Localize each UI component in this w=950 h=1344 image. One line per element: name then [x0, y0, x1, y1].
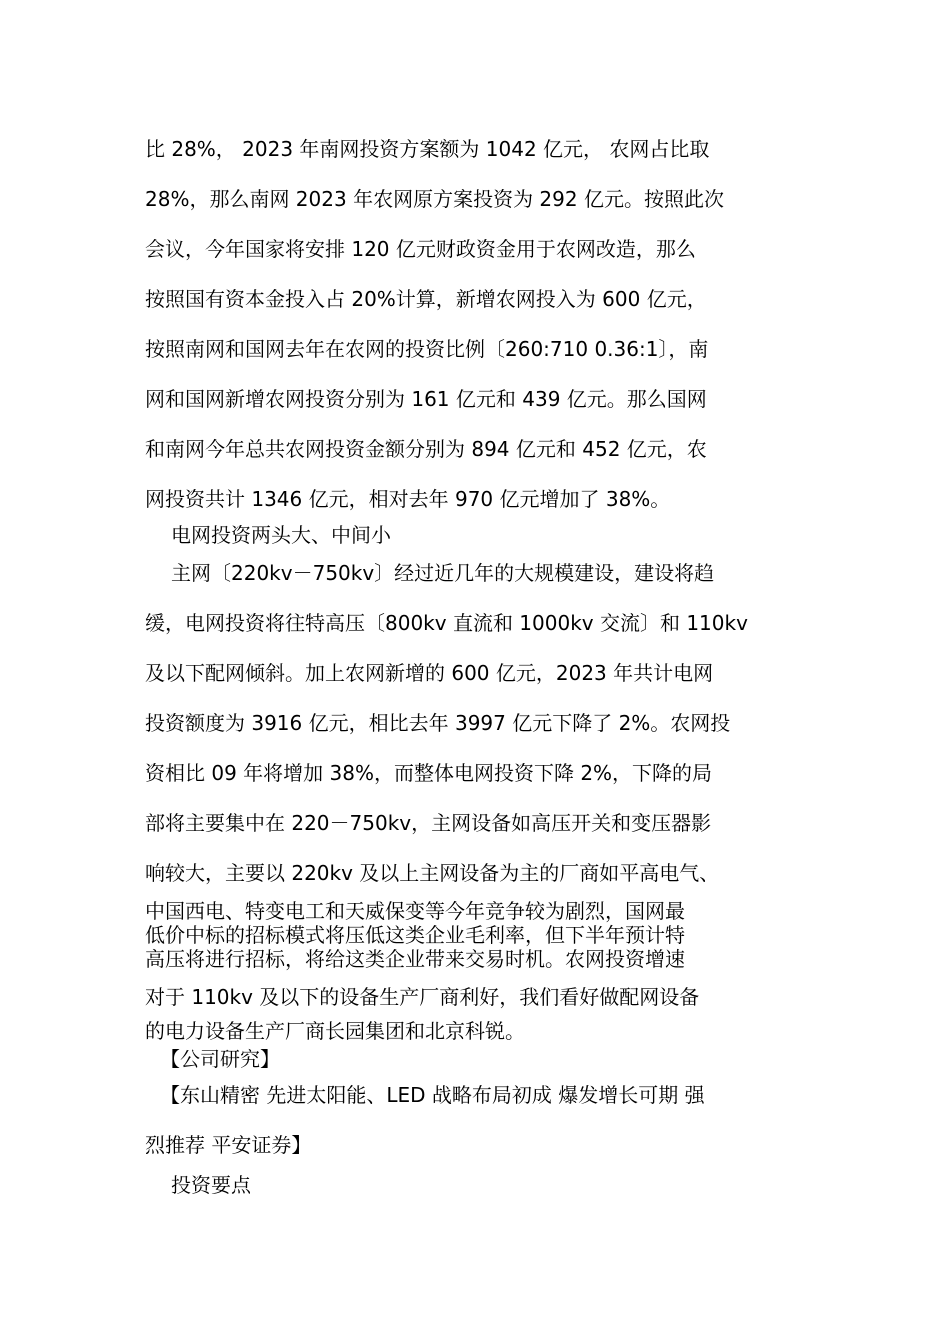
paragraph-1-line-7: 和南网今年总共农网投资金额分别为 894 亿元和 452 亿元，农	[145, 437, 707, 461]
paragraph-2-line-1: 主网〔220kv－750kv〕经过近几年的大规模建设，建设将趋	[171, 561, 715, 585]
paragraph-2-line-4: 投资额度为 3916 亿元，相比去年 3997 亿元下降了 2%。农网投	[145, 711, 731, 735]
paragraph-2-line-3: 及以下配网倾斜。加上农网新增的 600 亿元，2023 年共计电网	[145, 661, 714, 685]
paragraph-2-line-7: 响较大，主要以 220kv 及以上主网设备为主的厂商如平高电气、	[145, 861, 720, 885]
paragraph-1-line-4: 按照国有资本金投入占 20%计算，新增农网投入为 600 亿元，	[145, 287, 707, 311]
paragraph-1-line-5: 按照南网和国网去年在农网的投资比例〔260:710 0.36:1〕，南	[145, 337, 709, 361]
paragraph-2-line-6: 部将主要集中在 220－750kv，主网设备如高压开关和变压器影	[145, 811, 712, 835]
paragraph-2-line-12: 的电力设备生产厂商长园集团和北京科锐。	[145, 1019, 525, 1043]
paragraph-2-line-2: 缓，电网投资将往特高压〔800kv 直流和 1000kv 交流〕和 110kv	[145, 611, 748, 635]
paragraph-1-line-8: 网投资共计 1346 亿元，相对去年 970 亿元增加了 38%。	[145, 487, 671, 511]
paragraph-2-line-9: 低价中标的招标模式将压低这类企业毛利率，但下半年预计特	[145, 923, 685, 947]
paragraph-2-line-10: 高压将进行招标，将给这类企业带来交易时机。农网投资增速	[145, 947, 685, 971]
report-title-line-2: 烈推荐 平安证券】	[145, 1133, 312, 1157]
paragraph-2-line-11: 对于 110kv 及以下的设备生产厂商利好，我们看好做配网设备	[145, 985, 700, 1009]
paragraph-1-line-3: 会议，今年国家将安排 120 亿元财政资金用于农网改造，那么	[145, 237, 696, 261]
section-label-company-research: 【公司研究】	[160, 1047, 280, 1071]
paragraph-1-line-2: 28%，那么南网 2023 年农网原方案投资为 292 亿元。按照此次	[145, 187, 724, 211]
section-heading-grid-investment: 电网投资两头大、中间小	[171, 523, 391, 547]
section-heading-investment-points: 投资要点	[171, 1173, 251, 1197]
paragraph-2-line-5: 资相比 09 年将增加 38%，而整体电网投资下降 2%，下降的局	[145, 761, 713, 785]
report-title-line-1: 【东山精密 先进太阳能、LED 战略布局初成 爆发增长可期 强	[160, 1083, 705, 1107]
paragraph-2-line-8: 中国西电、特变电工和天威保变等今年竞争较为剧烈，国网最	[145, 899, 685, 923]
paragraph-1-line-6: 网和国网新增农网投资分别为 161 亿元和 439 亿元。那么国网	[145, 387, 707, 411]
paragraph-1-line-1: 比 28%， 2023 年南网投资方案额为 1042 亿元， 农网占比取	[145, 137, 710, 161]
